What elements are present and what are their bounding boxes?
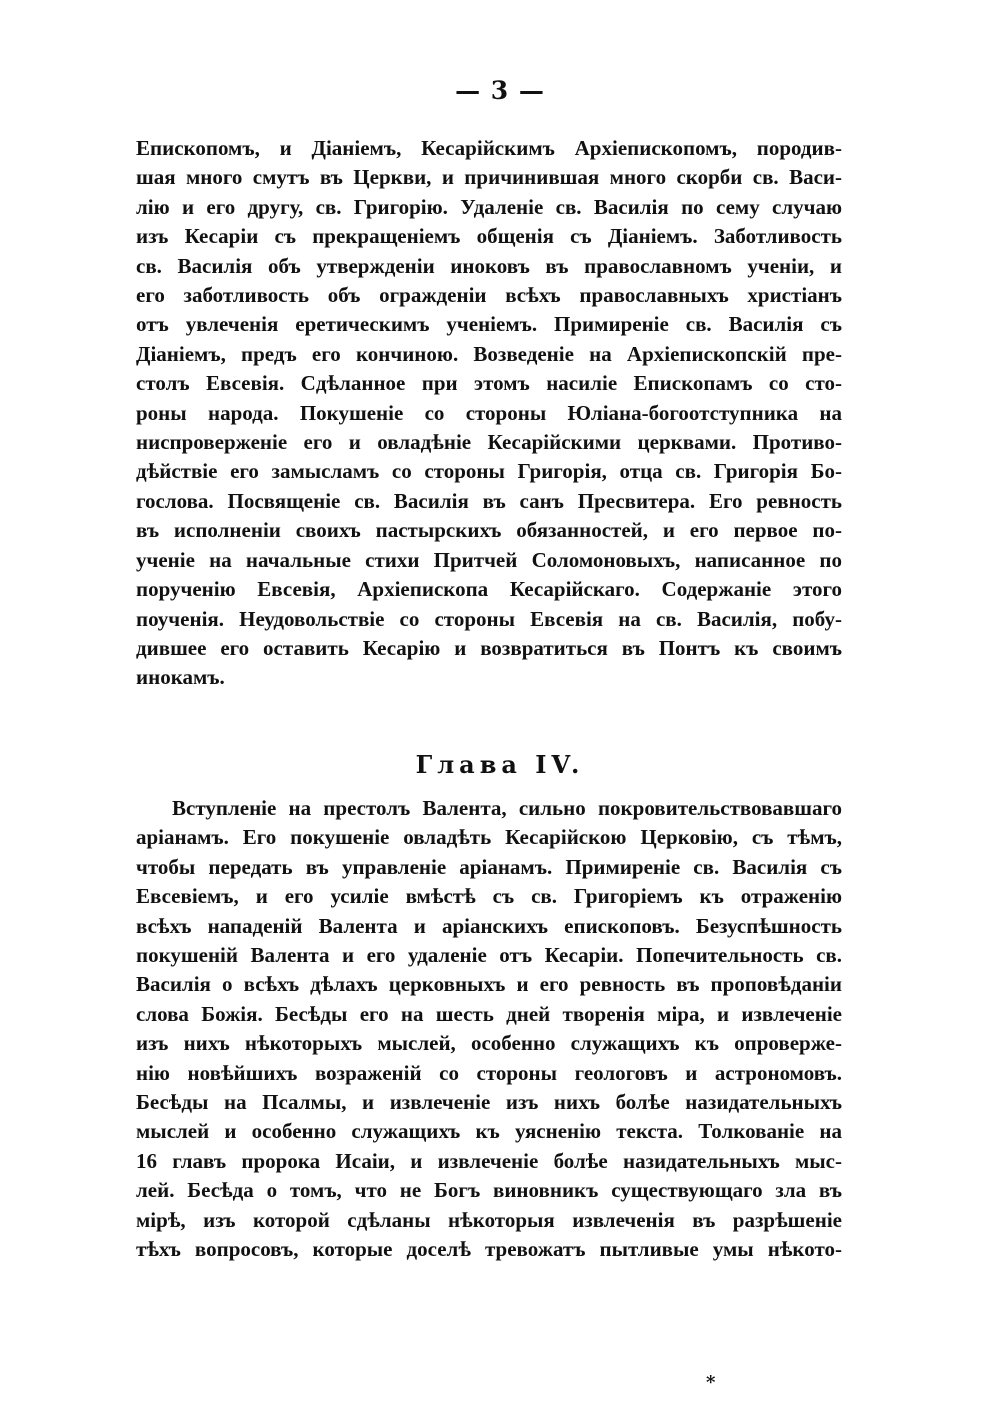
- text-line: поученія. Неудовольствіе со стороны Евсевія на св. Василія, побу-: [136, 606, 842, 631]
- text-line: ученіе на начальные стихи Притчей Соломоновыхъ, написанное по: [136, 547, 842, 572]
- text-line: отъ увлеченія еретическимъ ученіемъ. Примиреніе св. Василія съ: [136, 312, 842, 337]
- text-line: дѣйствіе его замысламъ со стороны Григорія, отца св. Григорія Бо-: [136, 459, 842, 484]
- text-line: мірѣ, изъ которой сдѣланы нѣкоторыя извлеченія въ разрѣшеніе: [136, 1207, 842, 1232]
- text-line: лію и его другу, св. Григорію. Удаленіе св. Василія по сему случаю: [136, 194, 842, 219]
- text-line: въ исполненіи своихъ пастырскихъ обязанностей, и его первое по-: [136, 518, 842, 543]
- text-line: инокамъ.: [136, 665, 225, 690]
- text-line: Василія о всѣхъ дѣлахъ церковныхъ и его ревность въ проповѣданіи: [136, 972, 842, 997]
- text-line: изъ Кесаріи съ прекращеніемъ общенія съ Діаніемъ. Заботливость: [136, 224, 842, 249]
- text-line: нію новѣйшихъ возраженій со стороны геологовъ и астрономовъ.: [136, 1060, 842, 1085]
- text-line: 16 главъ пророка Исаіи, и извлеченіе болѣе назидательныхъ мыс-: [136, 1148, 842, 1173]
- text-line: Евсевіемъ, и его усиліе вмѣстѣ съ св. Григоріемъ къ отраженію: [136, 884, 842, 909]
- text-line: гослова. Посвященіе св. Василія въ санъ Пресвитера. Его ревность: [136, 488, 842, 513]
- text-line: св. Василія объ утвержденіи иноковъ въ православномъ ученіи, и: [136, 253, 842, 278]
- text-line: лей. Бесѣда о томъ, что не Богъ виновникъ существующаго зла въ: [136, 1178, 842, 1203]
- chapter-heading: Глава IV.: [415, 750, 585, 779]
- text-line: столъ Евсевія. Сдѣланное при этомъ насиліе Епископамъ со сто-: [136, 371, 842, 396]
- text-line: Діаніемъ, предъ его кончиною. Возведеніе на Архіепископскій пре-: [136, 341, 842, 366]
- text-line: роны народа. Покушеніе со стороны Юліана-богоотступника на: [136, 400, 842, 425]
- text-line: чтобы передать въ управленіе аріанамъ. Примиреніе св. Василія съ: [136, 854, 842, 879]
- text-line: Епископомъ, и Діаніемъ, Кесарійскимъ Архіепископомъ, породив-: [136, 136, 842, 160]
- text-line: изъ нихъ нѣкоторыхъ мыслей, особенно служащихъ къ опроверже-: [136, 1031, 842, 1056]
- text-line: порученію Евсевія, Архіепископа Кесарійскаго. Содержаніе этого: [136, 577, 842, 602]
- paragraph-chapter-3-summary: [136, 134, 842, 693]
- text-line: слова Божія. Бесѣды его на шесть дней творенія міра, и извлеченіе: [136, 1001, 842, 1026]
- paragraph-chapter-4-summary: [136, 794, 842, 1265]
- text-line: Бесѣды на Псалмы, и извлеченіе изъ нихъ болѣе назидательныхъ: [136, 1090, 842, 1115]
- signature-mark: *: [706, 1372, 716, 1393]
- text-line: мыслей и особенно служащихъ къ уясненію текста. Толкованіе на: [136, 1119, 842, 1144]
- text-line: всѣхъ нападеній Валента и аріанскихъ епископовъ. Безуспѣшность: [136, 913, 842, 938]
- text-line: шая много смутъ въ Церкви, и причинившая много скорби св. Васи-: [136, 165, 842, 190]
- text-line: покушеній Валента и его удаленіе отъ Кесаріи. Попечительность св.: [136, 943, 842, 968]
- text-line: тѣхъ вопросовъ, которые доселѣ тревожатъ пытливые умы нѣкото-: [136, 1237, 842, 1262]
- text-line: его заботливость объ огражденіи всѣхъ православныхъ христіанъ: [136, 283, 842, 308]
- text-line: Вступленіе на престолъ Валента, сильно покровительствовавшаго: [172, 796, 842, 820]
- text-line: дившее его оставить Кесарію и возвратиться въ Понтъ къ своимъ: [136, 635, 842, 660]
- text-line: аріанамъ. Его покушеніе овладѣть Кесарійскою Церковію, съ тѣмъ,: [136, 825, 842, 850]
- page-number: — 3 —: [455, 76, 545, 105]
- text-line: ниспроверженіе его и овладѣніе Кесарійскими церквами. Противо-: [136, 430, 842, 455]
